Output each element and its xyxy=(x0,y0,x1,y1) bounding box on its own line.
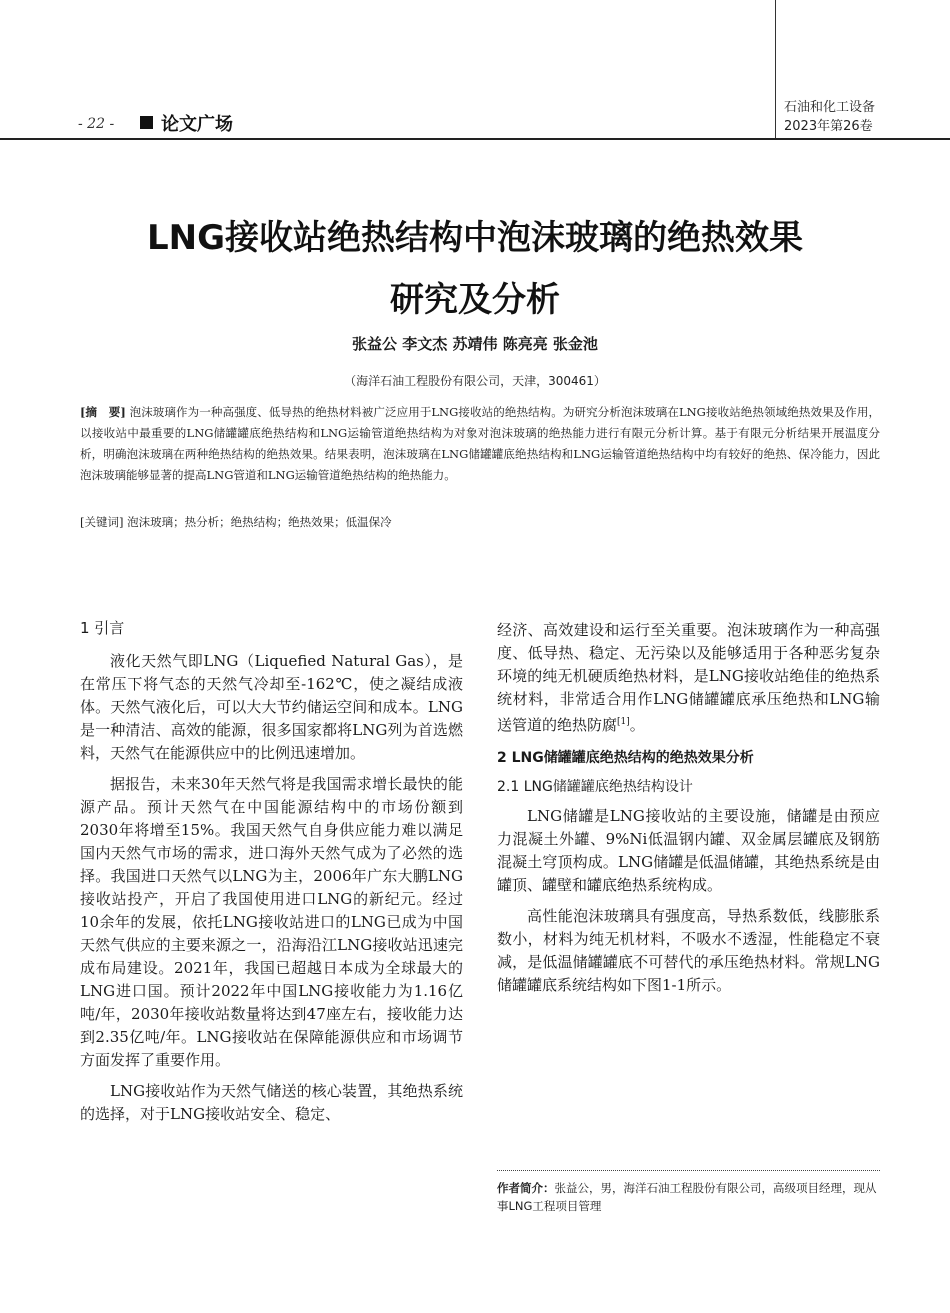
author-footnote xyxy=(497,1179,880,1215)
body-column-right xyxy=(497,619,880,997)
citation: [1] xyxy=(617,717,630,727)
journal-name: 石油和化工设备 xyxy=(784,100,876,115)
paragraph-continued xyxy=(497,619,880,737)
keywords-text: 泡沫玻璃；热分析；绝热结构；绝热效果；低温保冷 xyxy=(127,515,392,529)
keywords xyxy=(80,512,880,532)
section-label-text: 论文广场 xyxy=(161,114,233,135)
square-bullet-icon xyxy=(140,116,153,129)
keywords-label: [关键词] xyxy=(80,515,124,529)
paragraph: LNG储罐是LNG接收站的主要设施，储罐是由预应力混凝土外罐、9%Ni低温钢内罐、双金属层罐底及钢筋混凝土穹顶构成。LNG储罐是低温储罐，其绝热系统是由罐顶、罐壁和罐底绝热系统构成。 xyxy=(497,807,880,894)
abstract-text: 泡沫玻璃作为一种高强度、低导热的绝热材料被广泛应用于LNG接收站的绝热结构。为研究分析泡沫玻璃在LNG接收站绝热领域绝热效果及作用，以接收站中最重要的LNG储罐罐底绝热结构和LNG运输管道绝热结构为对象对泡沫玻璃的绝热能力进行有限元分析计算。基于有限元分析结果开展温度分析，明确泡沫玻璃在两种绝热结构的绝热效果。结果表明，泡沫玻璃在LNG储罐罐底绝热结构和LNG运输管道绝热结构中均有较好的绝热、保冷能力，因此泡沫玻璃能够显著的提高LNG管道和LNG运输管道绝热结构的绝热能力。 xyxy=(80,405,881,482)
footnote-label: 作者简介： xyxy=(497,1181,555,1195)
paragraph: LNG接收站作为天然气储送的核心装置，其绝热系统的选择，对于LNG接收站安全、稳定、 xyxy=(80,1082,463,1123)
body-column-left xyxy=(80,617,463,1126)
paragraph-text: 经济、高效建设和运行至关重要。泡沫玻璃作为一种高强度、低导热、稳定、无污染以及能够适用于各种恶劣复杂环境的纯无机硬质绝热材料，是LNG接收站绝佳的绝热系统材料，非常适合用作LNG储罐罐底承压绝热和LNG输送管道的绝热防腐 xyxy=(497,621,880,734)
author-list: 张益公 李文杰 苏靖伟 陈亮亮 张金池 xyxy=(352,335,598,353)
page-number: - 22 - xyxy=(78,116,115,132)
paragraph: 据报告，未来30年天然气将是我国需求增长最快的能源产品。预计天然气在中国能源结构中的市场份额到2030年将增至15%。我国天然气自身供应能力难以满足国内天然气市场的需求，进口海外天然气成为了必然的选择。我国进口天然气以LNG为主，2006年广东大鹏LNG接收站投产，开启了我国使用进口LNG的新纪元。经过10余年的发展，依托LNG接收站进口的LNG已成为中国天然气供应的主要来源之一，沿海沿江LNG接收站迅速完成布局建设。2021年，我国已超越日本成为全球最大的LNG进口国。预计2022年中国LNG接收能力为1.16亿吨/年，2030年接收站数量将达到47座左右，接收能力达到2.35亿吨/年。LNG接收站在保障能源供应和市场调节方面发挥了重要作用。 xyxy=(80,775,463,1069)
abstract xyxy=(80,402,880,486)
paper-title-line-2: 研究及分析 xyxy=(390,280,560,320)
footnote-rule xyxy=(497,1170,880,1171)
header-vertical-rule xyxy=(775,0,776,140)
journal-issue: 2023年第26卷 xyxy=(784,119,873,134)
journal-info xyxy=(784,98,875,136)
section-2-1-heading: 2.1 LNG储罐罐底绝热结构设计 xyxy=(497,779,693,795)
paragraph: 液化天然气即LNG（Liquefied Natural Gas），是在常压下将气态的天然气冷却至-162℃，使之凝结成液体。天然气液化后，可以大大节约储运空间和成本。LNG是一种清洁、高效的能源，很多国家都将LNG列为首选燃料，天然气在能源供应中的比例迅速增加。 xyxy=(80,652,463,762)
affiliation: （海洋石油工程股份有限公司，天津，300461） xyxy=(344,374,606,388)
paragraph: 高性能泡沫玻璃具有强度高，导热系数低，线膨胀系数小，材料为纯无机材料，不吸水不透湿，性能稳定不衰减，是低温储罐罐底不可替代的承压绝热材料。常规LNG储罐罐底系统结构如下图1-1所示。 xyxy=(497,907,880,994)
footnote-text: 张益公，男，海洋石油工程股份有限公司，高级项目经理，现从事LNG工程项目管理 xyxy=(497,1181,877,1213)
section-1-heading: 1 引言 xyxy=(80,619,125,637)
abstract-label: [摘 要] xyxy=(80,405,126,419)
section-label xyxy=(140,110,233,136)
header-rule xyxy=(0,138,950,140)
section-2-heading: 2 LNG储罐罐底绝热结构的绝热效果分析 xyxy=(497,750,754,766)
paragraph-end: 。 xyxy=(629,716,645,734)
paper-title-line-1: LNG接收站绝热结构中泡沫玻璃的绝热效果 xyxy=(146,218,804,258)
